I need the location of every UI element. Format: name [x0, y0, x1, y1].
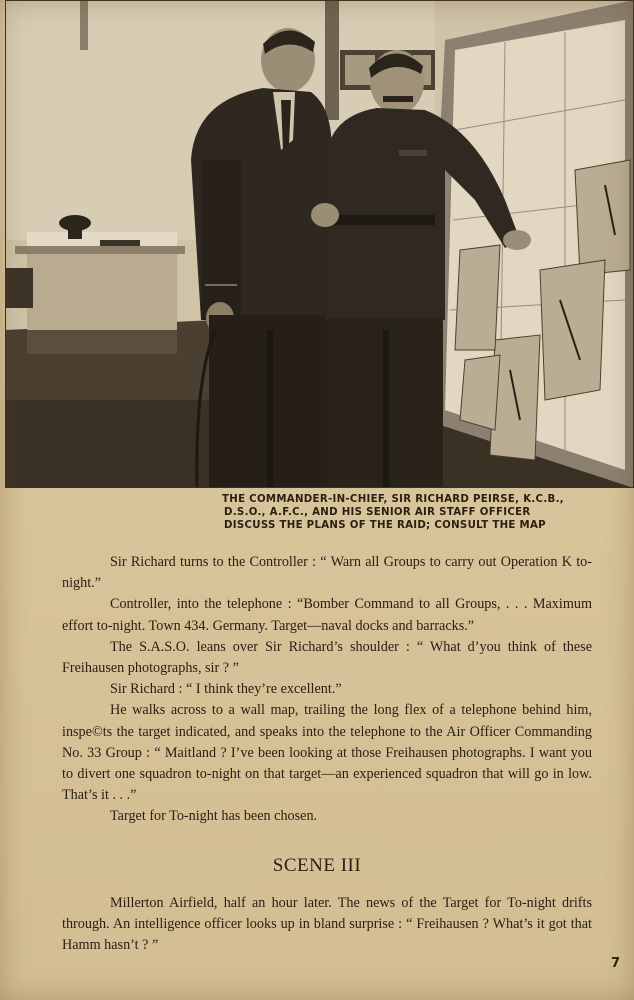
caption-line: THE COMMANDER-IN-CHIEF, SIR RICHARD PEIRSE, K.C.B., — [222, 494, 564, 505]
paragraph: Sir Richard : “ I think they’re excellent.” — [110, 681, 342, 698]
paragraph: He walks across to a wall map, trailing the long flex of a telephone behind him, inspe©ts the target indicated, and speaks into the telephone to the Air Officer Commanding No. 33 Group : “ Maitland ? I’ve been looking at those Freihausen photographs. I want you to divert one squadron to-night on that target—an experienced squadron that will go in low. That’s it . . .” — [62, 702, 592, 804]
photograph — [5, 0, 634, 488]
caption-line: D.S.O., A.F.C., AND HIS SENIOR AIR STAFF OFFICER — [224, 507, 531, 518]
caption-line: DISCUSS THE PLANS OF THE RAID; CONSULT THE MAP — [224, 520, 546, 531]
page-number: 7 — [610, 956, 620, 971]
scene-heading: SCENE III — [272, 855, 362, 876]
scene-text — [62, 893, 592, 957]
paragraph: Sir Richard turns to the Controller : “ Warn all Groups to carry out Operation K to-night.” — [62, 554, 592, 592]
paragraph: The S.A.S.O. leans over Sir Richard’s shoulder : “ What d’you think of these Freihausen photographs, sir ? ” — [62, 638, 592, 677]
paragraph: Millerton Airfield, half an hour later. The news of the Target for To-night drifts through. An intelligence officer looks up in bland surprise : “ Freihausen ? What’s it got that Hamm hasn’t ? ” — [62, 895, 592, 954]
photo-illustration — [5, 0, 634, 488]
photo-caption — [222, 493, 592, 532]
paragraph: Controller, into the telephone : “Bomber Command to all Groups, . . . Maximum effort to-night. Town 434. Germany. Target—naval docks and barracks.” — [62, 596, 592, 634]
paragraph: Target for To-night has been chosen. — [110, 808, 318, 825]
main-text — [62, 552, 592, 828]
